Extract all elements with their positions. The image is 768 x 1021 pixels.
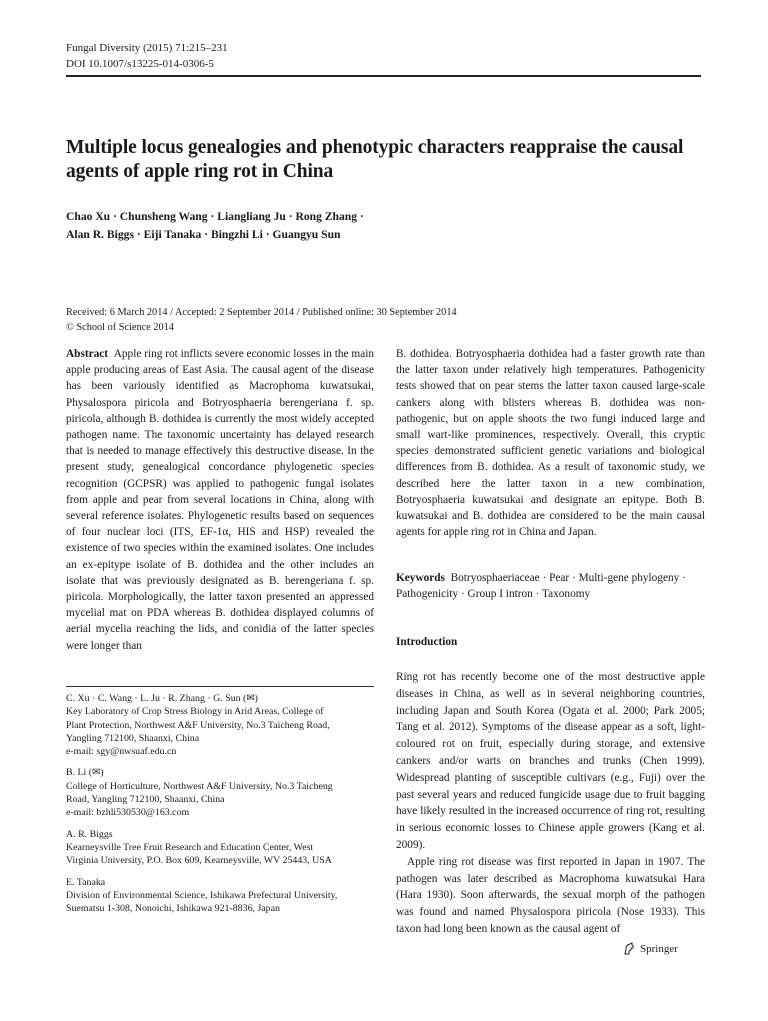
keywords-heading: Keywords	[396, 572, 445, 584]
affiliation-1	[66, 692, 376, 758]
abstract-text-right: B. dothidea. Botryosphaeria dothidea had a faster growth rate than the latter taxon under relatively high temperatures. Pathogenicity tests showed that on pear stems the latter taxon caused large-scale cankers along with blisters whereas B. dothidea was non-pathogenic, but on apple shoots the two fungi induced large and small wart-like prominences, respectively. Overall, this cryptic species demonstrated sufficient genetic variations and biological differences from B. dothidea. As a result of taxonomic study, we described here the latter taxon in a new combination, Botryosphaeria kuwatsukai and designate an epitype. Both B. kuwatsukai and B. dothidea are considered to be the main causal agents for apple ring rot in China and Japan.	[396, 348, 705, 539]
journal-citation: Fungal Diversity (2015) 71:215–231	[66, 42, 228, 54]
publisher-footer	[622, 942, 678, 956]
abstract-right-column	[396, 346, 705, 540]
affiliation-line: Suematsu 1-308, Nonoichi, Ishikawa 921-8836, Japan	[66, 903, 280, 915]
abstract-text-left: Apple ring rot inflicts severe economic losses in the main apple producing areas of East Asia. The causal agent of the disease has been variously identified as Macrophoma kuwatsukai, Physalospora piricola and Botryosphaeria berengeriana f. sp. piricola, although B. dothidea is currently the most widely accepted pathogen name. The taxonomic uncertainty has delayed research that is needed to manage effectively this destructive disease. In the present study, genealogical concordance phylogenetic species recognition (GCPSR) was applied to pathogenic fungal isolates from apple and pear from several locations in China, along with several reference isolates. Phylogenetic results based on sequences of four nuclear loci (ITS, EF-1α, HIS and HSP) revealed the existence of two species within the examined isolates. One includes an ex-epitype isolate of B. dothidea and the other includes an isolate that was previously designated as B. berengeriana f. sp. piricola. Morphologically, the latter taxon presented an appressed mycelial mat on PDA whereas B. dothidea displayed columns of aerial mycelia reaching the lids, and conidia of the latter species were longer than	[66, 348, 375, 652]
affiliation-line: Key Laboratory of Crop Stress Biology in Arid Areas, College of	[66, 706, 324, 718]
affiliation-line: Kearneysville Tree Fruit Research and Education Center, West	[66, 841, 314, 853]
authors-line-2: Alan R. Biggs · Eiji Tanaka · Bingzhi Li · Guangyu Sun	[66, 228, 341, 241]
springer-horse-icon	[622, 942, 636, 956]
affiliation-line: Division of Environmental Science, Ishikawa Prefectural University,	[66, 889, 338, 901]
affiliation-line: A. R. Biggs	[66, 828, 113, 840]
affiliation-separator	[66, 686, 374, 687]
affiliation-line: Road, Yangling 712100, Shaanxi, China	[66, 794, 225, 806]
introduction-paragraph-1: Ring rot has recently become one of the most destructive apple diseases in China, as well as in several neighboring countries, including Japan and South Korea (Ogata et al. 2000; Park 2005; Tang et al. 2012). Symptoms of the disease appear as a soft, light-coloured rot on fruit, especially during storage, and extensive cankers and/or warts on branches and trunks (Chen 1999). Widespread planting of susceptible cultivars (e.g., Fuji) over the past several years and reduced fungicide usage due to fruit bagging have likely resulted in the increased occurrence of ring rot, resulting in serious economic losses to Chinese apple growers (Kang et al. 2009).	[396, 671, 705, 851]
email-link[interactable]: e-mail: sgy@nwsuaf.edu.cn	[66, 746, 177, 758]
affiliation-3	[66, 828, 376, 868]
affiliation-line: Virginia University, P.O. Box 609, Kearneysville, WV 25443, USA	[66, 855, 332, 867]
copyright-line: © School of Science 2014	[66, 322, 174, 333]
publisher-name: Springer	[640, 943, 678, 955]
affiliation-2	[66, 766, 376, 819]
introduction-paragraph-2: Apple ring rot disease was first reported in Japan in 1907. The pathogen was later described as Macrophoma kuwatsukai Hara (Hara 1930). Soon afterwards, the sexual morph of the pathogen was found and named Physalospora piricola (Nose 1933). This taxon had long been known as the causal agent of	[396, 855, 705, 935]
affiliation-line: College of Horticulture, Northwest A&F University, No.3 Taicheng	[66, 780, 333, 792]
affiliation-line: C. Xu · C. Wang · L. Ju · R. Zhang · G. Sun (✉)	[66, 693, 258, 704]
email-link[interactable]: e-mail: bzhli530530@163.com	[66, 807, 190, 819]
doi[interactable]: DOI 10.1007/s13225-014-0306-5	[66, 58, 214, 70]
introduction-heading: Introduction	[396, 636, 458, 648]
abstract-heading: Abstract	[66, 348, 109, 360]
affiliation-line: B. Li (✉)	[66, 767, 104, 779]
affiliation-line: Plant Protection, Northwest A&F University, No.3 Taicheng Road,	[66, 719, 330, 731]
publication-dates	[66, 305, 706, 335]
dates-line: Received: 6 March 2014 / Accepted: 2 September 2014 / Published online: 30 September 2014	[66, 307, 457, 318]
affiliation-4	[66, 876, 376, 916]
paper-title: Multiple locus genealogies and phenotypic characters reappraise the causal agents of apple ring rot in China	[66, 137, 684, 182]
introduction-body	[396, 669, 705, 938]
keywords-block	[396, 570, 705, 602]
author-list	[66, 208, 666, 244]
affiliation-line: Yangling 712100, Shaanxi, China	[66, 732, 200, 744]
authors-line-1: Chao Xu · Chunsheng Wang · Liangliang Ju · Rong Zhang ·	[66, 210, 364, 223]
abstract-left-column	[66, 346, 374, 654]
keywords-text: Botryosphaeriaceae · Pear · Multi-gene phylogeny · Pathogenicity · Group I intron · Taxonomy	[396, 572, 686, 601]
affiliation-line: E. Tanaka	[66, 876, 106, 888]
header-rule	[66, 75, 701, 77]
affiliations	[66, 692, 376, 923]
journal-header	[66, 40, 228, 72]
